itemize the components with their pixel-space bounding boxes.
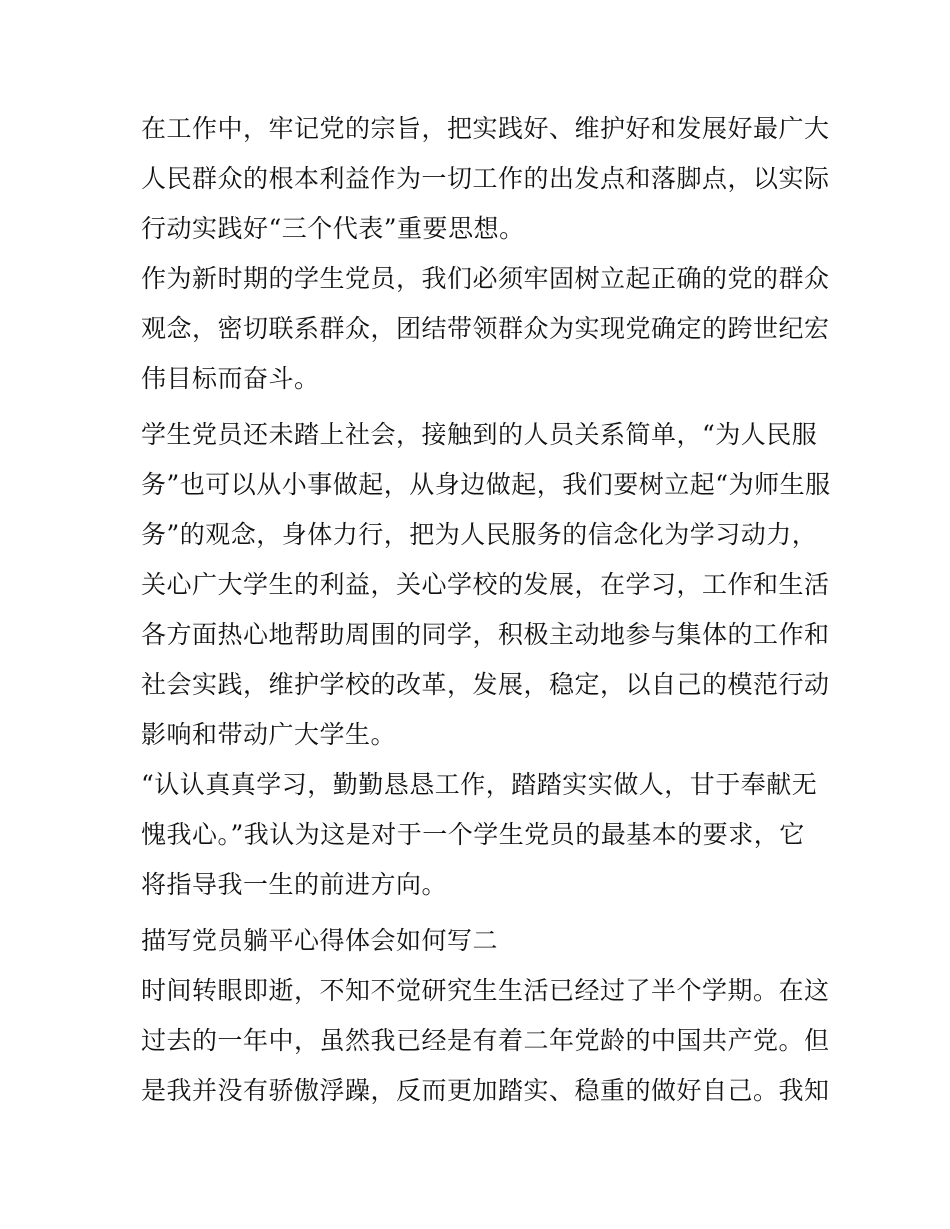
text-line: 愧我心。”我认为这是对于一个学生党员的最基本的要求，它 — [141, 820, 805, 849]
text-line: 务”也可以从小事做起，从身边做起，我们要树立起“为师生服 — [141, 470, 831, 499]
text-line: 各方面热心地帮助周围的同学，积极主动地参与集体的工作和 — [141, 620, 830, 649]
text-line: 学生党员还未踏上社会，接触到的人员关系简单，“为人民服 — [141, 420, 818, 449]
text-line: 社会实践，维护学校的改革，发展，稳定，以自己的模范行动 — [141, 670, 830, 699]
section-heading: 描写党员躺平心得体会如何写二 — [141, 926, 499, 955]
text-line: 将指导我一生的前进方向。 — [141, 870, 448, 899]
text-line: 行动实践好“三个代表”重要思想。 — [141, 214, 525, 243]
text-line: 伟目标而奋斗。 — [141, 364, 320, 393]
text-line: 人民群众的根本利益作为一切工作的出发点和落脚点，以实际 — [141, 164, 830, 193]
text-line: 在工作中，牢记党的宗旨，把实践好、维护好和发展好最广大 — [141, 114, 830, 143]
text-line: 是我并没有骄傲浮躁，反而更加踏实、稳重的做好自己。我知 — [141, 1076, 830, 1105]
text-line: 作为新时期的学生党员，我们必须牢固树立起正确的党的群众 — [141, 264, 830, 293]
text-line: 过去的一年中，虽然我已经是有着二年党龄的中国共产党。但 — [141, 1026, 830, 1055]
text-line: 务”的观念，身体力行，把为人民服务的信念化为学习动力， — [141, 520, 818, 549]
text-line: “认认真真学习，勤勤恳恳工作，踏踏实实做人，甘于奉献无 — [141, 770, 818, 799]
text-line: 影响和带动广大学生。 — [141, 720, 397, 749]
text-line: 关心广大学生的利益，关心学校的发展，在学习，工作和生活 — [141, 570, 830, 599]
text-line: 时间转眼即逝，不知不觉研究生生活已经过了半个学期。在这 — [141, 976, 830, 1005]
text-line: 观念，密切联系群众，团结带领群众为实现党确定的跨世纪宏 — [141, 314, 830, 343]
